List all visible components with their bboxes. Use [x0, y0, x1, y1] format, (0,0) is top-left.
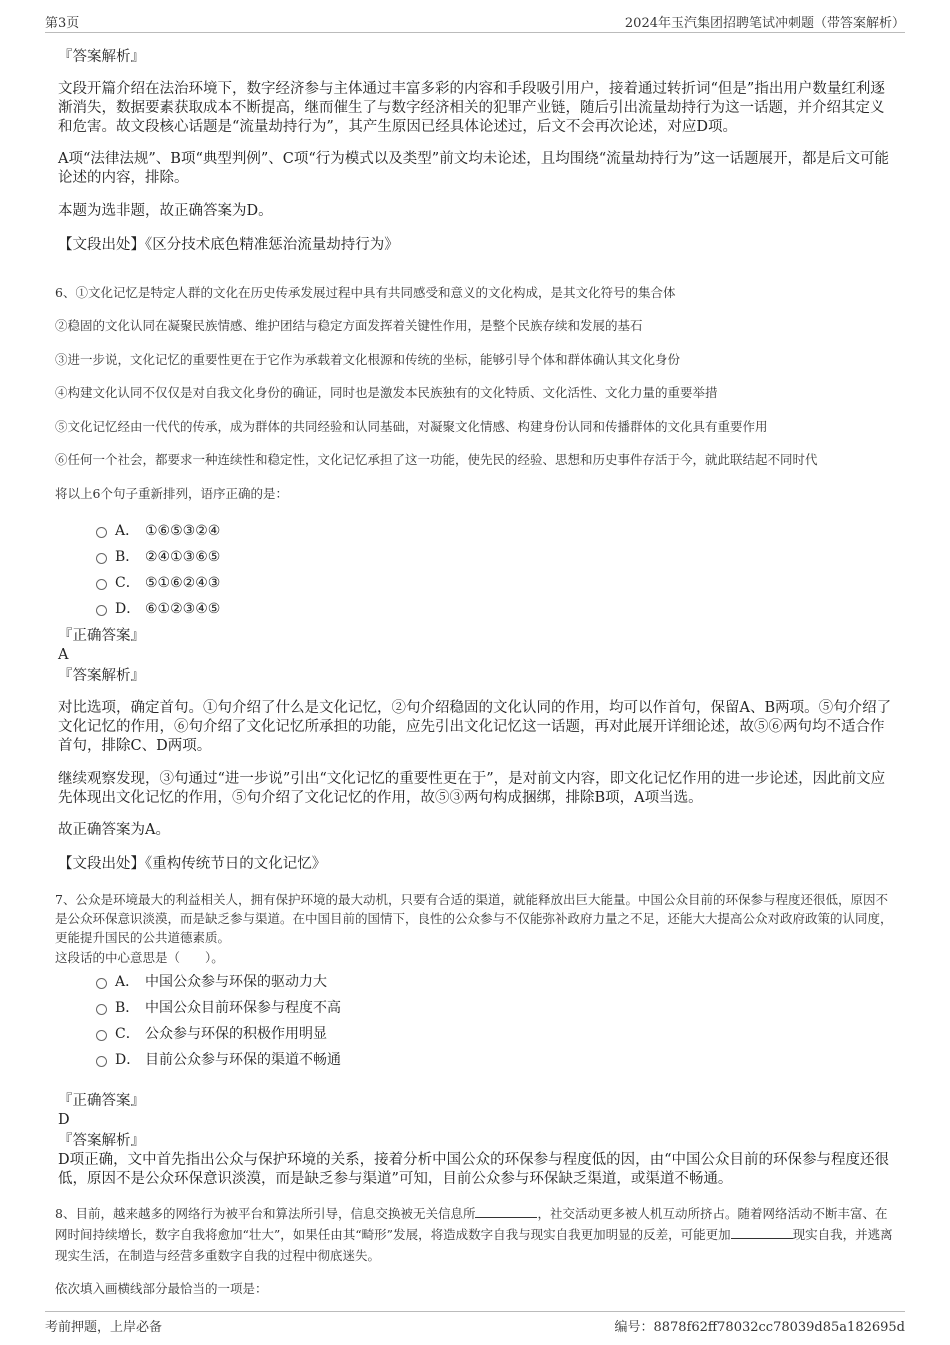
q6-option-b[interactable]: B． ②④①③⑥⑤	[96, 548, 220, 566]
q6-option-c[interactable]: C． ⑤①⑥②④③	[96, 574, 220, 592]
q7-option-b[interactable]: B． 中国公众目前环保参与程度不高	[96, 999, 341, 1017]
q8-stem: 8、目前，越来越多的网络行为被平台和算法所引导，信息交换被无关信息所 ，社交活动更多被人机互动所挤占。随着网络活动不断丰富、在网时间持续增长，数字自我将愈加“壮大”，如果任由其“畸形”发展，将造成数字自我与现实自我更加明显的反差，可能更加 现实自我，并逃离现实生活，在制造与经营多重数字自我的过程中彻底迷失。	[55, 1206, 893, 1263]
radio-icon[interactable]	[96, 1004, 107, 1015]
q7-option-d[interactable]: D． 目前公众参与环保的渠道不畅通	[96, 1051, 341, 1069]
q6-option-a[interactable]: A． ①⑥⑤③②④	[96, 522, 220, 540]
q6-sentence-6: ⑥任何一个社会，都要求一种连续性和稳定性，文化记忆承担了这一功能，使先民的经验、思想和历史事件存活于今，就此联结起不同时代	[55, 452, 818, 467]
q5-explanation-p2: A项“法律法规”、B项“典型判例”、C项“行为模式以及类型”前文均未论述，且均围绕“流量劫持行为”这一话题展开，都是后文可能论述的内容，排除。	[58, 151, 890, 186]
q5-explanation-p1: 文段开篇介绍在法治环境下，数字经济参与主体通过丰富多彩的内容和手段吸引用户，接着通过转折词“但是”指出用户数量红利逐渐消失，数据要素获取成本不断提高，继而催生了与数字经济相关的犯罪产业链，随后引出流量劫持行为这一话题，并介绍其定义和危害。故文段核心话题是“流量劫持行为”，其产生原因已经具体论述过，后文不会再次论述，对应D项。	[58, 81, 885, 135]
radio-icon[interactable]	[96, 527, 107, 538]
document-title: 2024年玉汽集团招聘笔试冲刺题（带答案解析）	[624, 16, 905, 31]
q7-prompt: 这段话的中心意思是（ ）。	[55, 950, 224, 965]
q6-source: 【文段出处】《重构传统节日的文化记忆》	[58, 856, 327, 872]
radio-icon[interactable]	[96, 978, 107, 989]
q6-option-d[interactable]: D． ⑥①②③④⑤	[96, 600, 220, 618]
radio-icon[interactable]	[96, 1030, 107, 1041]
q7-explanation: D项正确，文中首先指出公众与保护环境的关系，接着分析中国公众的环保参与程度低的因，由“中国公众目前的环保参与程度还很低，原因不是公众环保意识淡漠，而是缺乏参与渠道”可知，目前公众参与环保缺乏渠道，或渠道不畅通。	[58, 1152, 890, 1187]
q6-explanation-p3: 故正确答案为A。	[58, 822, 170, 838]
radio-icon[interactable]	[96, 579, 107, 590]
q5-source: 【文段出处】《区分技术底色精准惩治流量劫持行为》	[58, 237, 399, 253]
page-footer	[45, 1311, 905, 1334]
q8-prompt: 依次填入画横线部分最恰当的一项是：	[55, 1281, 268, 1296]
q7-correct-label: 『正确答案』	[58, 1093, 145, 1109]
q7-option-a[interactable]: A． 中国公众参与环保的驱动力大	[96, 973, 327, 991]
radio-icon[interactable]	[96, 1056, 107, 1067]
q7-option-c[interactable]: C． 公众参与环保的积极作用明显	[96, 1025, 327, 1043]
q6-sentence-5: ⑤文化记忆经由一代代的传承，成为群体的共同经验和认同基础，对凝聚文化情感、构建身份认同和传播群体的文化具有重要作用	[55, 419, 768, 434]
document-code: 编号：8878f62ff78032cc78039d85a182695d	[614, 1320, 905, 1335]
q6-explanation-p2: 继续观察发现，③句通过“进一步说”引出“文化记忆的重要性更在于”，是对前文内容，即文化记忆作用的进一步论述，因此前文应先体现出文化记忆的作用，⑤句介绍了文化记忆的作用，故⑤③两句构成捆绑，排除B项，A项当选。	[58, 771, 886, 806]
q7-explanation-label: 『答案解析』	[58, 1133, 145, 1149]
fill-blank-2[interactable]	[731, 1226, 793, 1239]
q6-sentence-2: ②稳固的文化认同在凝聚民族情感、维护团结与稳定方面发挥着关键性作用，是整个民族存续和发展的基石	[55, 318, 643, 333]
q6-correct-answer: A	[58, 647, 69, 663]
q6-correct-label: 『正确答案』	[58, 628, 145, 644]
q6-sentence-4: ④构建文化认同不仅仅是对自我文化身份的确证，同时也是激发本民族独有的文化特质、文化活性、文化力量的重要举措	[55, 385, 718, 400]
footer-slogan: 考前押题，上岸必备	[45, 1320, 163, 1335]
page-number: 第3页	[45, 16, 80, 31]
page-header	[45, 12, 905, 33]
q5-explanation-label: 『答案解析』	[58, 49, 145, 65]
q6-explanation-p1: 对比选项，确定首句。①句介绍了什么是文化记忆，②句介绍稳固的文化认同的作用，均可以作首句，保留A、B两项。⑤句介绍了文化记忆的作用，⑥句介绍了文化记忆所承担的功能，应先引出文化记忆这一话题，再对此展开详细论述，故⑤⑥两句均不适合作首句，排除C、D两项。	[58, 700, 892, 754]
q6-explanation-label: 『答案解析』	[58, 668, 145, 684]
q7-stem: 7、公众是环境最大的利益相关人，拥有保护环境的最大动机，只要有合适的渠道，就能释放出巨大能量。中国公众目前的环保参与程度还很低，原因不是公众环保意识淡漠，而是缺乏参与渠道。在中国目前的国情下，良性的公众参与不仅能弥补政府力量之不足，还能大大提高公众对政府政策的认同度，更能提升国民的公共道德素质。	[55, 892, 893, 945]
fill-blank-1[interactable]	[475, 1205, 537, 1218]
q5-explanation-p3: 本题为选非题，故正确答案为D。	[58, 203, 273, 219]
q6-sentence-1: 6、①文化记忆是特定人群的文化在历史传承发展过程中具有共同感受和意义的文化构成，是其文化符号的集合体	[55, 285, 676, 300]
q6-sentence-3: ③进一步说，文化记忆的重要性更在于它作为承载着文化根源和传统的坐标，能够引导个体和群体确认其文化身份	[55, 352, 681, 367]
radio-icon[interactable]	[96, 605, 107, 616]
q6-prompt: 将以上6个句子重新排列，语序正确的是：	[55, 486, 288, 501]
radio-icon[interactable]	[96, 553, 107, 564]
q7-correct-answer: D	[58, 1112, 70, 1128]
